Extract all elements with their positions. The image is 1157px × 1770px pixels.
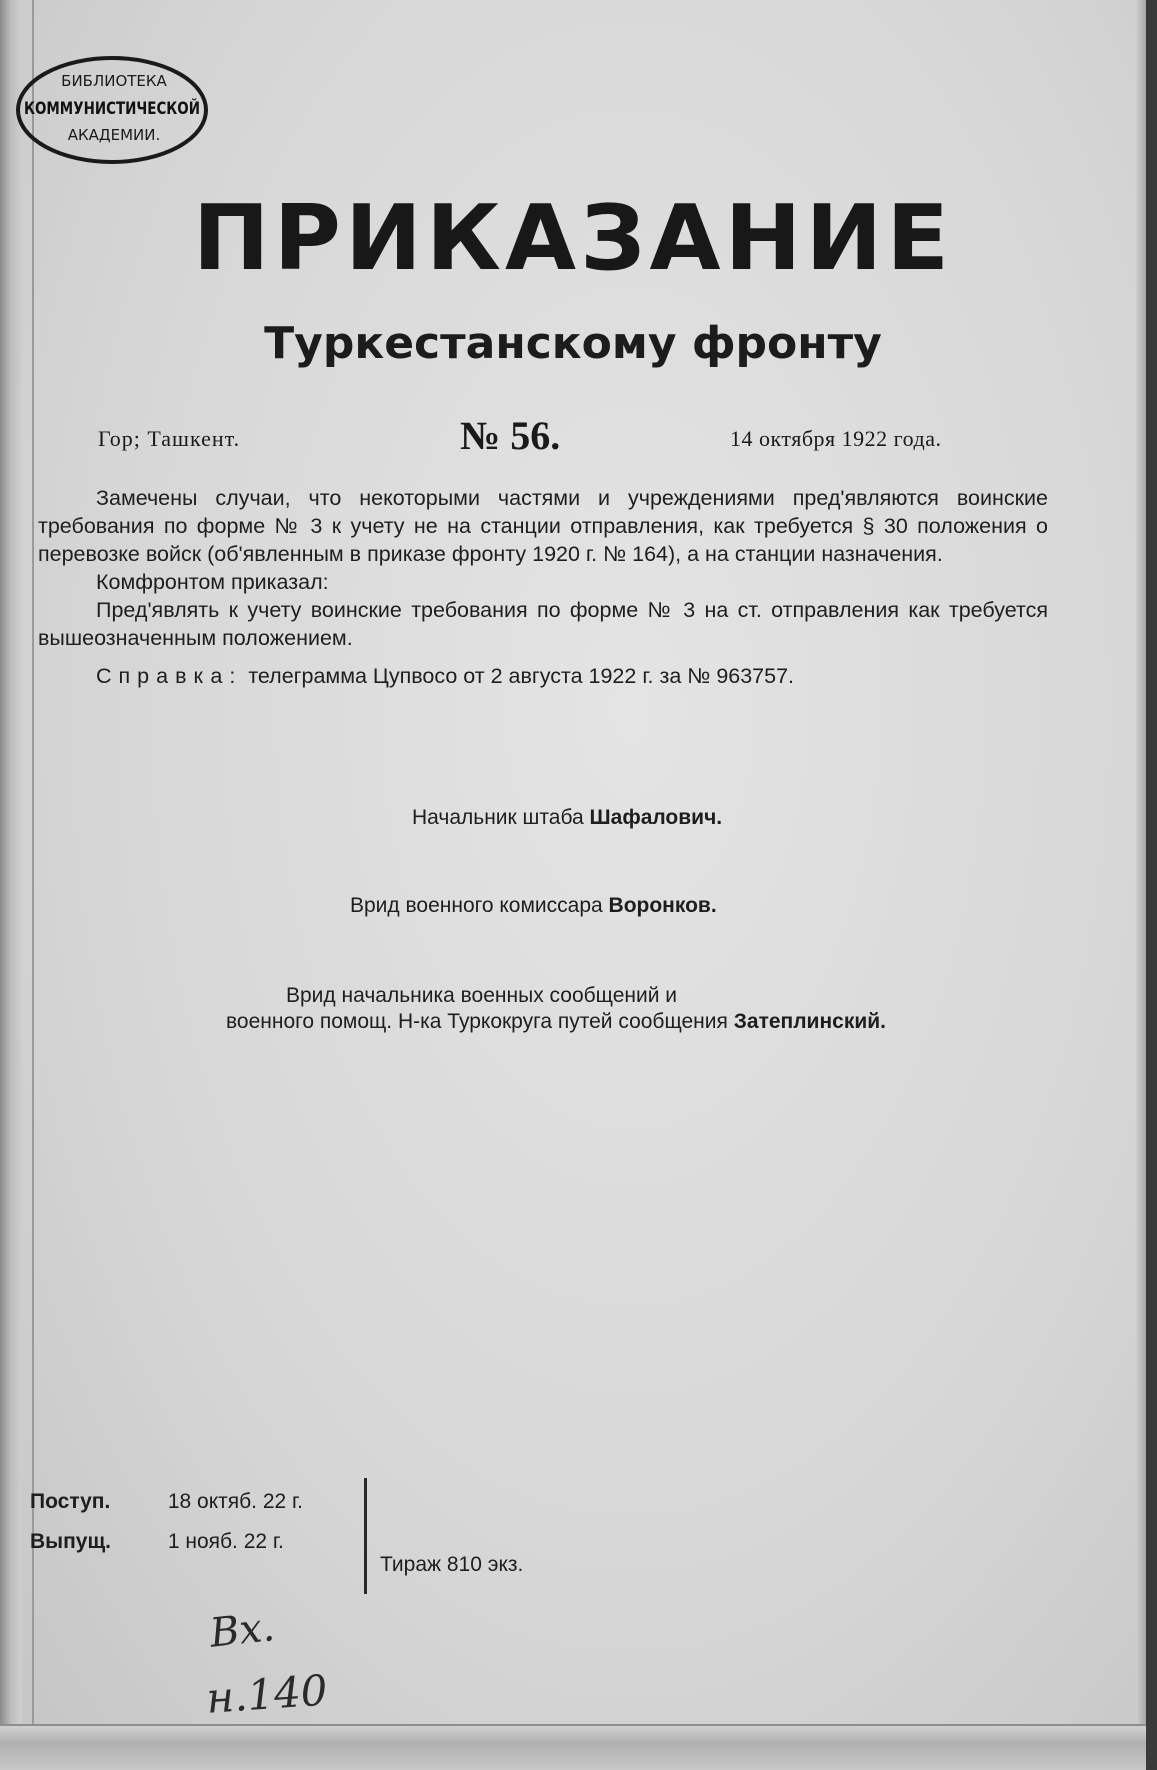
- commissar-name: Воронков.: [608, 894, 717, 917]
- footer-issued: [30, 1530, 284, 1554]
- order-intro: Комфронтом приказал:: [96, 570, 329, 594]
- handwritten-annotation: [196, 1590, 396, 1730]
- body-paragraph-1: Замечены случаи, что некоторыми частями и учреждениями пред'являются воинские требования по форме № 3 к учету не на станции отправления, как требуется § 30 положения о перевозке войск (об'явленным в приказе фронту 1920 г. № 164), а на станции назначения.: [38, 486, 1048, 566]
- comms-name: Затеплинский.: [733, 1010, 886, 1033]
- received-value: 18 октяб. 22 г.: [167, 1490, 303, 1513]
- page-bottom-edge: [0, 1724, 1146, 1770]
- reference-label: Справка:: [96, 664, 243, 688]
- order-date: 14 октября 1922 года.: [730, 426, 942, 451]
- received-label: Поступ.: [30, 1490, 111, 1513]
- issued-label: Выпущ.: [30, 1530, 112, 1553]
- comms-title-line2: военного помощ. Н-ка Туркокруга путей сообщения: [226, 1010, 728, 1033]
- commissar-title: Врид военного комиссара: [350, 894, 603, 917]
- stamp-line3: АКАДЕМИИ.: [67, 126, 161, 144]
- footer-divider: [364, 1478, 367, 1594]
- commissar-signature: [350, 894, 717, 918]
- handwriting-line1: Вх.: [207, 1604, 277, 1657]
- city-line: Гор; Ташкент.: [98, 426, 241, 451]
- library-stamp: [14, 54, 247, 166]
- reference-text: телеграмма Цупвосо от 2 августа 1922 г. за № 963757.: [248, 664, 795, 688]
- document-title: ПРИКАЗАНИЕ: [192, 186, 954, 291]
- document-subtitle: Туркестанскому фронту: [264, 318, 882, 369]
- body-paragraph-2: Пред'являть к учету воинские требования по форме № 3 на ст. отправления как требуется вышеозначенным положением.: [38, 598, 1048, 650]
- order-body: [38, 484, 1048, 690]
- chief-of-staff-signature: [412, 806, 722, 830]
- footer-received: [30, 1490, 303, 1514]
- stamp-line2: КОММУНИСТИЧЕСКОЙ: [24, 99, 247, 119]
- order-number: № 56.: [460, 413, 561, 458]
- stamp-line1: БИБЛИОТЕКА: [61, 72, 167, 90]
- issued-value: 1 нояб. 22 г.: [167, 1530, 284, 1553]
- chief-name: Шафалович.: [589, 806, 723, 829]
- chief-title: Начальник штаба: [412, 806, 584, 829]
- handwriting-line2: н.140: [204, 1665, 330, 1723]
- print-run: Тираж 810 экз.: [380, 1553, 524, 1576]
- comms-title-line1: Врид начальника военных сообщений и: [286, 984, 677, 1007]
- comms-signature: [226, 1010, 886, 1034]
- reference-line: [38, 662, 1048, 690]
